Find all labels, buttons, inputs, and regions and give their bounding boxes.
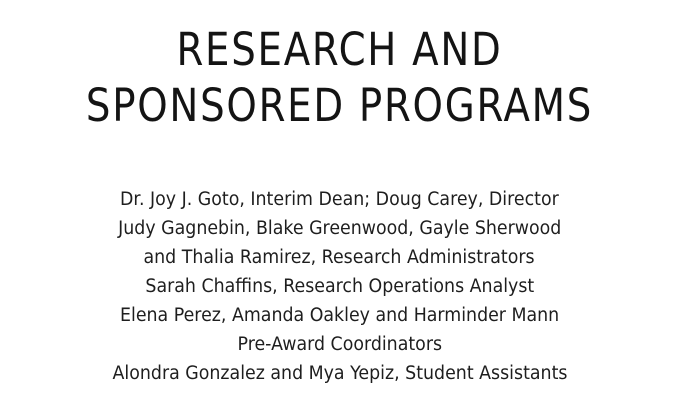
staff-line-text: Alondra Gonzalez and Mya Yepiz, Student Assistants: [112, 363, 567, 384]
staff-line: [0, 272, 679, 301]
staff-line: [0, 359, 679, 388]
staff-line: [0, 214, 679, 243]
title-line-2: SPONSORED PROGRAMS: [85, 79, 594, 132]
staff-line-text: Sarah Chaffins, Research Operations Analyst: [145, 276, 534, 297]
staff-line: [0, 301, 679, 330]
staff-line-text: Judy Gagnebin, Blake Greenwood, Gayle Sherwood: [117, 218, 562, 239]
staff-list: [0, 185, 679, 388]
staff-line-text: Dr. Joy J. Goto, Interim Dean; Doug Carey, Director: [120, 189, 559, 210]
staff-line-text: Elena Perez, Amanda Oakley and Harminder Mann: [119, 305, 560, 326]
staff-line: [0, 243, 679, 272]
title-line-1: RESEARCH AND: [176, 23, 503, 76]
staff-line-text: and Thalia Ramirez, Research Administrators: [143, 247, 536, 268]
staff-line: [0, 330, 679, 359]
page-title: [0, 22, 679, 134]
staff-line: [0, 185, 679, 214]
staff-line-text: Pre-Award Coordinators: [237, 334, 442, 355]
